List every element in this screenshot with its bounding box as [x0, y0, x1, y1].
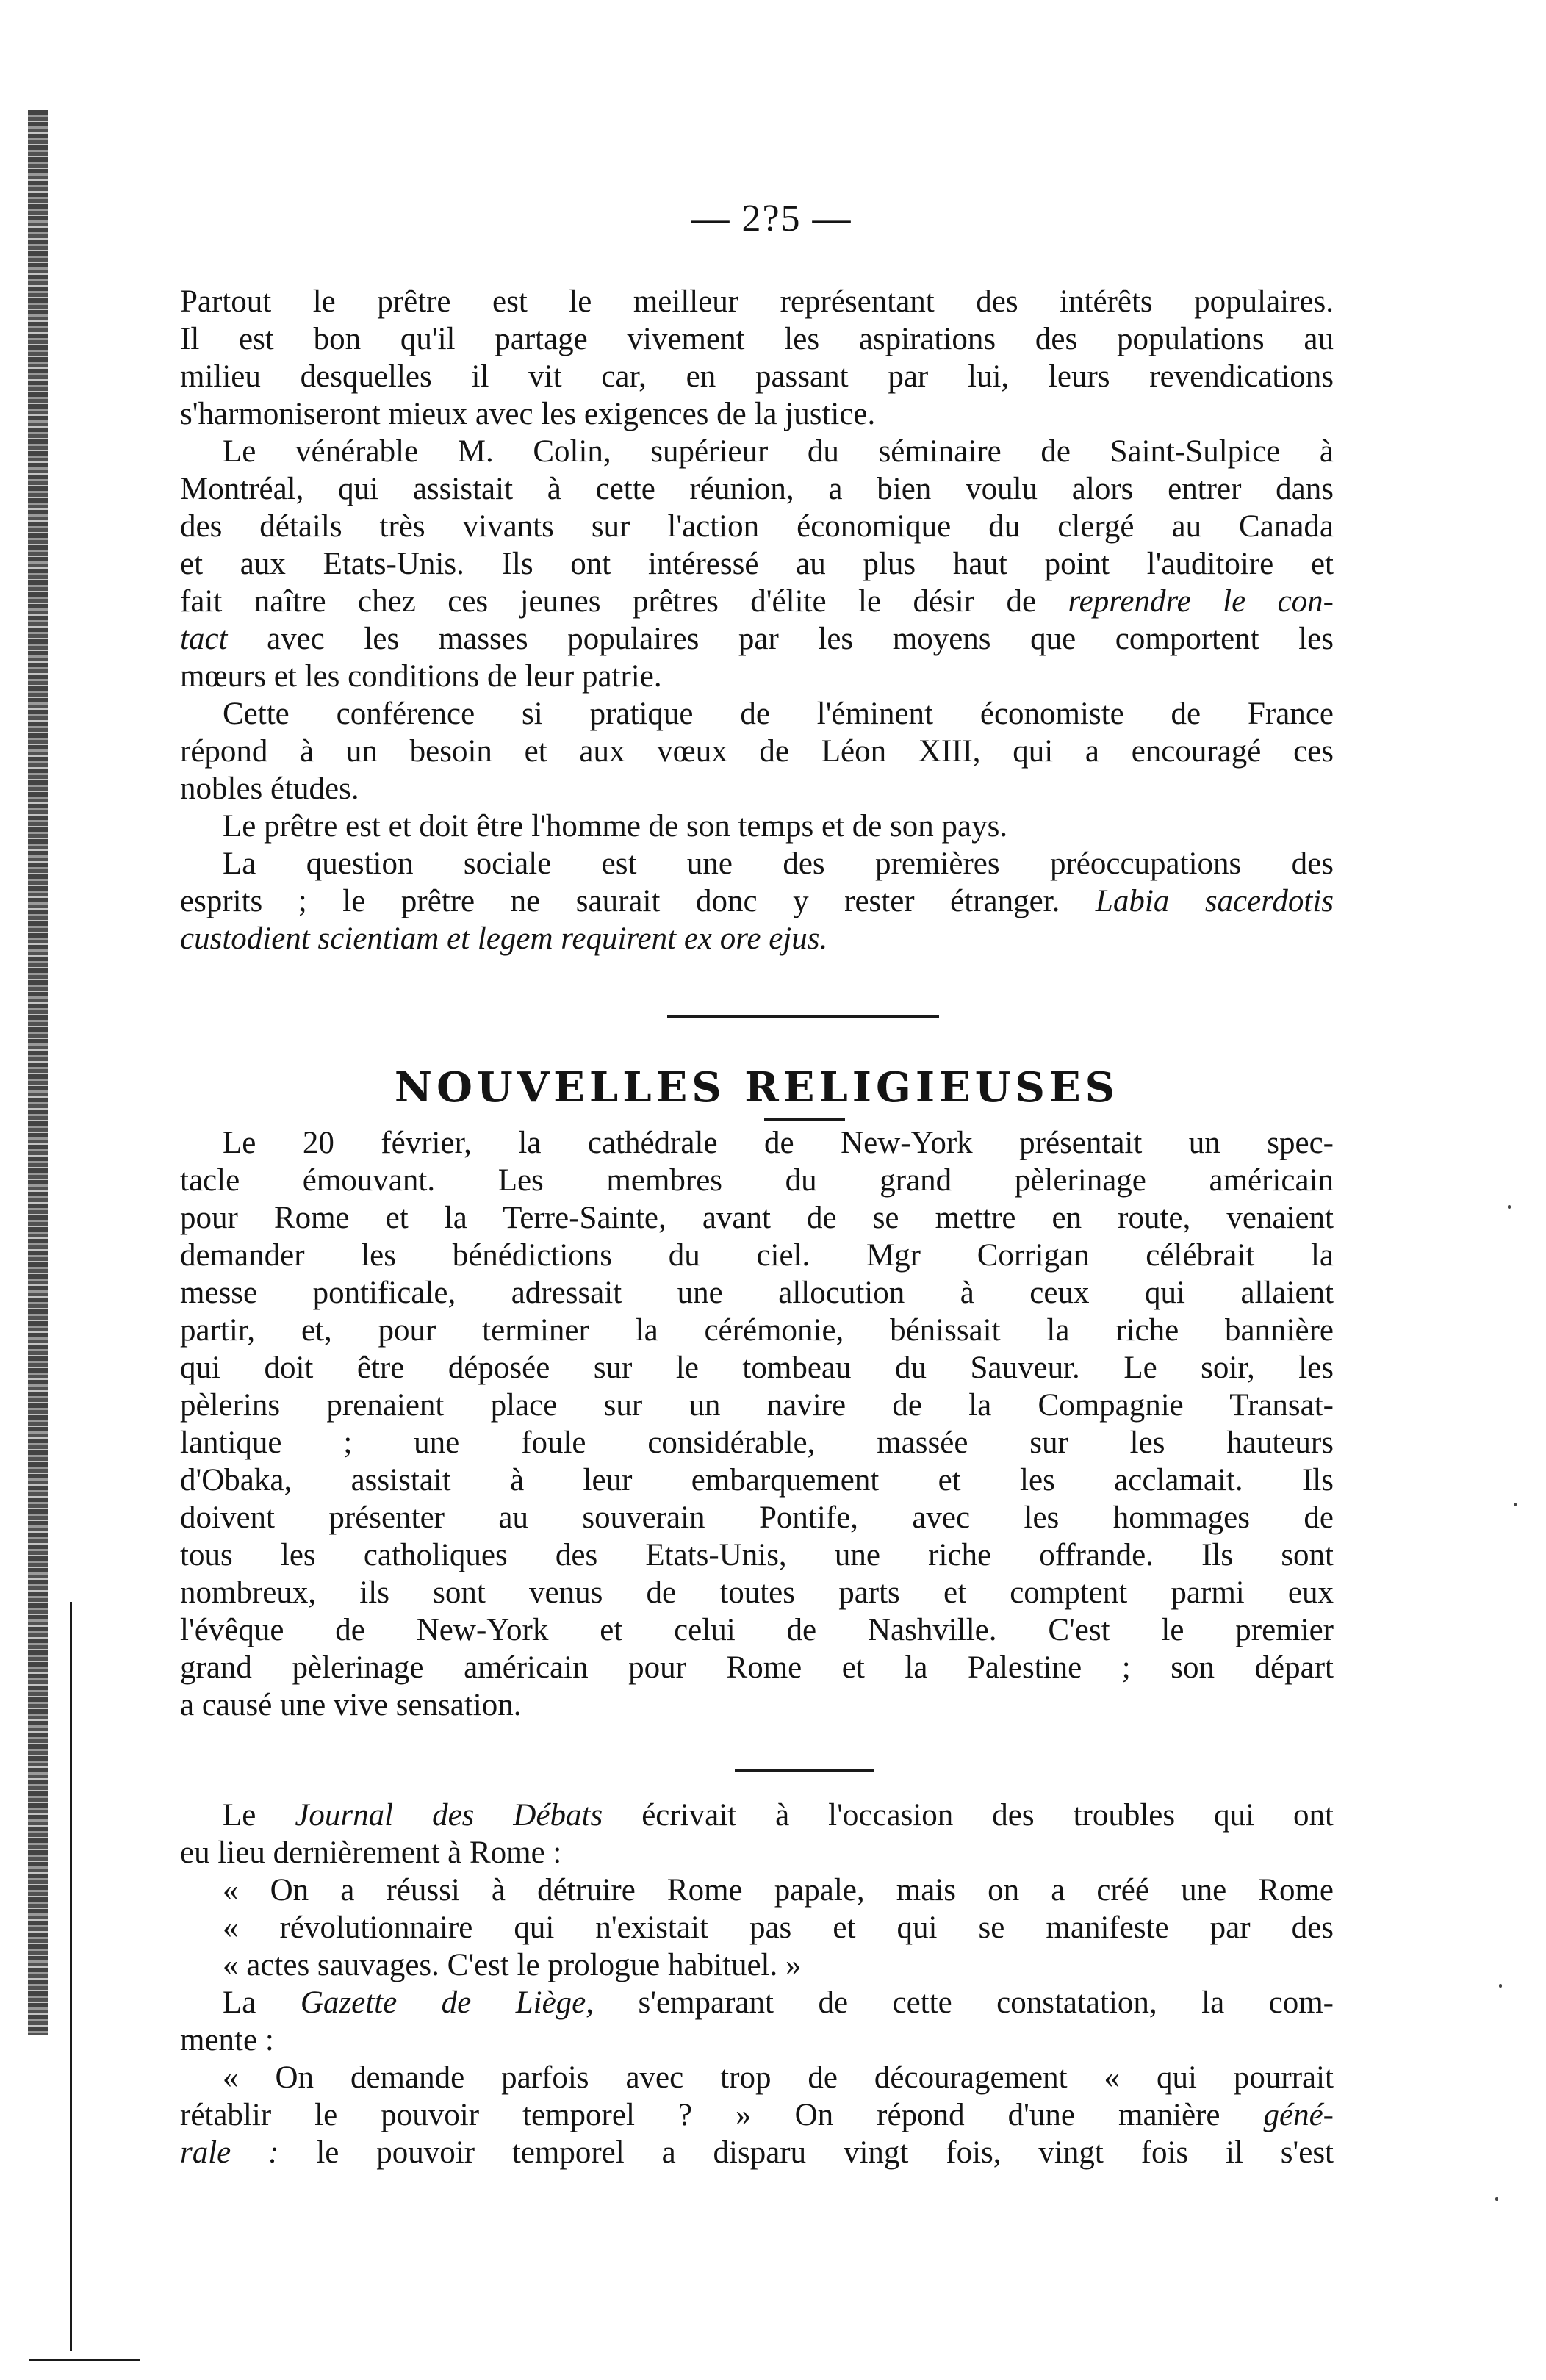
text-line: messe pontificale, adressait une allocution à ceux qui allaient: [180, 1276, 1334, 1310]
text-line: tact avec les masses populaires par les moyens que comportent les: [180, 622, 1334, 656]
text-line: a causé une vive sensation.: [180, 1688, 522, 1722]
text-line: tacle émouvant. Les membres du grand pèlerinage américain: [180, 1163, 1334, 1198]
heading-underline: [764, 1118, 845, 1121]
text-line: grand pèlerinage américain pour Rome et la Palestine ; son départ: [180, 1650, 1334, 1685]
text-line: doivent présenter au souverain Pontife, avec les hommages de: [180, 1500, 1334, 1535]
quote-line: « On a réussi à détruire Rome papale, mais on a créé une Rome: [223, 1873, 1334, 1908]
text-line: tous les catholiques des Etats-Unis, une riche offrande. Ils sont: [180, 1538, 1334, 1572]
scan-speck: [1514, 1503, 1517, 1506]
text-line: et aux Etats-Unis. Ils ont intéressé au plus haut point l'auditoire et: [180, 547, 1334, 581]
text-line: milieu desquelles il vit car, en passant par lui, leurs revendications: [180, 359, 1334, 394]
text-line: rale : le pouvoir temporel a disparu vingt fois, vingt fois il s'est: [180, 2135, 1334, 2170]
scan-speck: [1499, 1984, 1502, 1988]
text-line: nombreux, ils sont venus de toutes parts et comptent parmi eux: [180, 1575, 1334, 1610]
text-line: custodient scientiam et legem requirent ex ore ejus.: [180, 921, 828, 956]
text-line: qui doit être déposée sur le tombeau du Sauveur. Le soir, les: [180, 1351, 1334, 1385]
page-number: — 2?5 —: [691, 198, 852, 240]
text-line: Partout le prêtre est le meilleur représentant des intérêts populaires.: [180, 284, 1334, 319]
text-line: pour Rome et la Terre-Sainte, avant de se mettre en route, venaient: [180, 1201, 1334, 1235]
text-line: rétablir le pouvoir temporel ? » On répond d'une manière géné-: [180, 2098, 1334, 2132]
text-line: Le Journal des Débats écrivait à l'occasion des troubles qui ont: [223, 1798, 1334, 1833]
text-line: nobles études.: [180, 772, 359, 806]
news-paragraph: [180, 1124, 1334, 1724]
text-line: La question sociale est une des premières préoccupations des: [223, 846, 1334, 881]
section-heading: NOUVELLES RELIGIEUSES: [394, 1063, 1120, 1112]
text-line: mœurs et les conditions de leur patrie.: [180, 659, 662, 694]
intro-paragraph: [180, 283, 1334, 433]
text-line: répond à un besoin et aux vœux de Léon XIII, qui a encouragé ces: [180, 734, 1334, 769]
text-line: esprits ; le prêtre ne saurait donc y rester étranger. Labia sacerdotis: [180, 884, 1334, 918]
conference-paragraph: [180, 695, 1334, 808]
text-line: partir, et, pour terminer la cérémonie, bénissait la riche bannière: [180, 1313, 1334, 1348]
binding-foot-rule: [29, 2359, 140, 2361]
text-line: d'Obaka, assistait à leur embarquement et les acclamait. Ils: [180, 1463, 1334, 1498]
gazette-paragraph: [180, 1984, 1334, 2171]
section-divider: [667, 1015, 939, 1018]
quote-line: « actes sauvages. C'est le prologue habituel. »: [223, 1948, 802, 1982]
text-line: des détails très vivants sur l'action économique du clergé au Canada: [180, 509, 1334, 544]
text-line: demander les bénédictions du ciel. Mgr Corrigan célébrait la: [180, 1238, 1334, 1273]
quote-line: « révolutionnaire qui n'existait pas et qui se manifeste par des: [223, 1910, 1334, 1945]
text-line: eu lieu dernièrement à Rome :: [180, 1836, 562, 1870]
text-line: lantique ; une foule considérable, massée sur les hauteurs: [180, 1426, 1334, 1460]
question-paragraph: [180, 845, 1334, 957]
text-line: Le vénérable M. Colin, supérieur du séminaire de Saint-Sulpice à: [223, 434, 1334, 469]
text-line: « On demande parfois avec trop de découragement « qui pourrait: [223, 2060, 1334, 2095]
text-line: Le 20 février, la cathédrale de New-York présentait un spec-: [223, 1126, 1334, 1160]
text-line: pèlerins prenaient place sur un navire de la Compagnie Transat-: [180, 1388, 1334, 1423]
text-line: l'évêque de New-York et celui de Nashville. C'est le premier: [180, 1613, 1334, 1647]
text-line: Cette conférence si pratique de l'éminent économiste de France: [223, 697, 1334, 731]
binding-edge: [28, 110, 48, 2035]
binding-rule: [70, 1602, 72, 2351]
text-line: mente :: [180, 2023, 274, 2057]
homme-paragraph: [180, 808, 1334, 845]
scan-speck: [1508, 1205, 1511, 1209]
text-line: fait naître chez ces jeunes prêtres d'élite le désir de reprendre le con-: [180, 584, 1334, 619]
debats-paragraph: [180, 1797, 1334, 1984]
text-line: Le prêtre est et doit être l'homme de son temps et de son pays.: [223, 809, 1008, 844]
colin-paragraph: [180, 433, 1334, 695]
text-line: s'harmoniseront mieux avec les exigences de la justice.: [180, 397, 876, 431]
paragraph-divider: [735, 1769, 874, 1772]
text-line: Montréal, qui assistait à cette réunion, a bien voulu alors entrer dans: [180, 472, 1334, 506]
text-line: La Gazette de Liège, s'emparant de cette constatation, la com-: [223, 1985, 1334, 2020]
scan-speck: [1495, 2197, 1498, 2201]
text-line: Il est bon qu'il partage vivement les aspirations des populations au: [180, 322, 1334, 356]
